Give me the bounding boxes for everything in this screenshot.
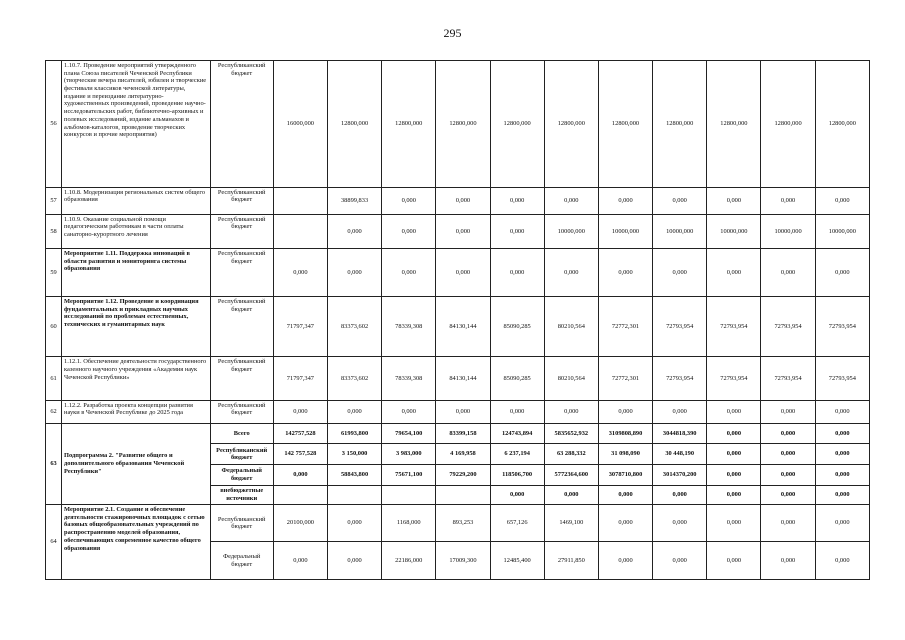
value-cell: 63 288,332 bbox=[544, 444, 598, 465]
value-cell: 0,000 bbox=[436, 249, 490, 297]
value-cell: 0,000 bbox=[490, 485, 544, 504]
value-cell: 72793,954 bbox=[761, 357, 815, 401]
value-cell: 0,000 bbox=[707, 400, 761, 423]
value-cell: 6 237,194 bbox=[490, 444, 544, 465]
value-cell: 1469,100 bbox=[544, 505, 598, 542]
value-cell: 0,000 bbox=[598, 187, 652, 214]
value-cell: 79654,100 bbox=[382, 423, 436, 444]
funding-source: Республиканский бюджет bbox=[210, 400, 273, 423]
value-cell: 0,000 bbox=[815, 444, 869, 465]
value-cell: 0,000 bbox=[327, 249, 381, 297]
value-cell: 71797,347 bbox=[273, 296, 327, 356]
value-cell: 0,000 bbox=[490, 400, 544, 423]
value-cell: 3109808,890 bbox=[598, 423, 652, 444]
value-cell: 0,000 bbox=[761, 444, 815, 465]
table-row bbox=[46, 400, 870, 423]
row-number: 63 bbox=[46, 423, 62, 504]
value-cell: 0,000 bbox=[273, 400, 327, 423]
value-cell: 0,000 bbox=[707, 423, 761, 444]
value-cell: 0,000 bbox=[815, 249, 869, 297]
row-number: 59 bbox=[46, 249, 62, 297]
funding-source: Республиканский бюджет bbox=[210, 296, 273, 356]
value-cell: 118506,700 bbox=[490, 465, 544, 486]
value-cell: 0,000 bbox=[327, 505, 381, 542]
value-cell: 0,000 bbox=[707, 505, 761, 542]
value-cell: 0,000 bbox=[598, 400, 652, 423]
value-cell: 72772,301 bbox=[598, 296, 652, 356]
value-cell: 58843,800 bbox=[327, 465, 381, 486]
row-number: 56 bbox=[46, 61, 62, 188]
table-row bbox=[46, 505, 870, 542]
value-cell: 80210,564 bbox=[544, 296, 598, 356]
value-cell: 0,000 bbox=[382, 214, 436, 248]
value-cell: 10000,000 bbox=[761, 214, 815, 248]
value-cell: 0,000 bbox=[761, 465, 815, 486]
value-cell bbox=[273, 485, 327, 504]
value-cell: 12800,000 bbox=[382, 61, 436, 188]
value-cell: 10000,000 bbox=[707, 214, 761, 248]
value-cell: 0,000 bbox=[327, 214, 381, 248]
funding-source: Республиканский бюджет bbox=[210, 357, 273, 401]
value-cell: 0,000 bbox=[653, 505, 707, 542]
value-cell: 12800,000 bbox=[815, 61, 869, 188]
value-cell: 79229,200 bbox=[436, 465, 490, 486]
row-number: 58 bbox=[46, 214, 62, 248]
value-cell: 72793,954 bbox=[707, 296, 761, 356]
value-cell: 12800,000 bbox=[327, 61, 381, 188]
value-cell: 84130,144 bbox=[436, 357, 490, 401]
value-cell: 4 169,958 bbox=[436, 444, 490, 465]
value-cell: 78339,308 bbox=[382, 357, 436, 401]
value-cell: 142 757,528 bbox=[273, 444, 327, 465]
value-cell: 85090,285 bbox=[490, 296, 544, 356]
value-cell: 16000,000 bbox=[273, 61, 327, 188]
value-cell: 0,000 bbox=[815, 505, 869, 542]
value-cell: 10000,000 bbox=[815, 214, 869, 248]
value-cell: 72793,954 bbox=[707, 357, 761, 401]
value-cell: 0,000 bbox=[815, 187, 869, 214]
value-cell bbox=[436, 485, 490, 504]
value-cell: 0,000 bbox=[761, 187, 815, 214]
value-cell: 10000,000 bbox=[544, 214, 598, 248]
value-cell: 72793,954 bbox=[815, 357, 869, 401]
funding-source: внебюджетные источники bbox=[210, 485, 273, 504]
value-cell: 0,000 bbox=[544, 187, 598, 214]
table-row bbox=[46, 214, 870, 248]
value-cell: 0,000 bbox=[598, 542, 652, 580]
value-cell: 72793,954 bbox=[815, 296, 869, 356]
value-cell: 12485,400 bbox=[490, 542, 544, 580]
value-cell: 0,000 bbox=[544, 249, 598, 297]
value-cell bbox=[273, 214, 327, 248]
table-row bbox=[46, 423, 870, 444]
value-cell: 0,000 bbox=[815, 542, 869, 580]
value-cell: 12800,000 bbox=[436, 61, 490, 188]
value-cell: 142757,528 bbox=[273, 423, 327, 444]
value-cell: 12800,000 bbox=[761, 61, 815, 188]
funding-source: Республиканский бюджет bbox=[210, 61, 273, 188]
value-cell: 0,000 bbox=[653, 485, 707, 504]
value-cell: 72793,954 bbox=[653, 296, 707, 356]
value-cell: 3 150,000 bbox=[327, 444, 381, 465]
value-cell: 0,000 bbox=[327, 400, 381, 423]
value-cell: 0,000 bbox=[382, 249, 436, 297]
value-cell: 0,000 bbox=[707, 485, 761, 504]
row-description: 1.10.7. Проведение мероприятий утвержденного плана Союза писателей Чеченской Республики (творческие вечера писателей, юбилеи и творческие фестивали классиков чеченской литературы, издание и переиздание литературно-художественных произведений, проведение научно-исследовательских работ, библиотечно-архивных и полевых исследований, издание альманахов и альбомов-каталогов, проведение творческих конкурсов и прочие мероприятия) bbox=[62, 61, 211, 188]
value-cell: 0,000 bbox=[436, 187, 490, 214]
value-cell: 0,000 bbox=[327, 542, 381, 580]
value-cell: 71797,347 bbox=[273, 357, 327, 401]
value-cell: 0,000 bbox=[653, 542, 707, 580]
value-cell: 0,000 bbox=[653, 187, 707, 214]
value-cell: 0,000 bbox=[382, 400, 436, 423]
row-number: 57 bbox=[46, 187, 62, 214]
value-cell: 0,000 bbox=[815, 465, 869, 486]
value-cell: 0,000 bbox=[544, 400, 598, 423]
value-cell: 20100,000 bbox=[273, 505, 327, 542]
value-cell: 0,000 bbox=[761, 400, 815, 423]
value-cell: 0,000 bbox=[815, 423, 869, 444]
value-cell: 3078710,800 bbox=[598, 465, 652, 486]
value-cell: 0,000 bbox=[490, 214, 544, 248]
value-cell: 12800,000 bbox=[707, 61, 761, 188]
value-cell: 83373,602 bbox=[327, 357, 381, 401]
value-cell: 0,000 bbox=[273, 249, 327, 297]
value-cell: 22186,000 bbox=[382, 542, 436, 580]
measure-title: Мероприятие 2.1. Создание и обеспечение деятельности стажировочных площадок с сетью базовых общеобразовательных учреждений по распространению моделей образования, обеспечивающих современное качество общего образования bbox=[62, 505, 211, 580]
value-cell: 83399,158 bbox=[436, 423, 490, 444]
row-description: 1.10.8. Модернизация региональных систем общего образования bbox=[62, 187, 211, 214]
value-cell: 10000,000 bbox=[598, 214, 652, 248]
table-row bbox=[46, 249, 870, 297]
value-cell: 0,000 bbox=[761, 542, 815, 580]
table-body bbox=[46, 61, 870, 580]
value-cell: 12800,000 bbox=[598, 61, 652, 188]
value-cell: 0,000 bbox=[382, 187, 436, 214]
value-cell: 30 448,190 bbox=[653, 444, 707, 465]
value-cell: 0,000 bbox=[761, 485, 815, 504]
value-cell: 657,126 bbox=[490, 505, 544, 542]
funding-source: Федеральный бюджет bbox=[210, 542, 273, 580]
row-number: 62 bbox=[46, 400, 62, 423]
value-cell: 0,000 bbox=[761, 423, 815, 444]
value-cell: 124743,894 bbox=[490, 423, 544, 444]
row-number: 60 bbox=[46, 296, 62, 356]
value-cell: 38899,833 bbox=[327, 187, 381, 214]
value-cell: 5772364,600 bbox=[544, 465, 598, 486]
value-cell: 83373,602 bbox=[327, 296, 381, 356]
funding-source: Федеральный бюджет bbox=[210, 465, 273, 486]
value-cell: 80210,564 bbox=[544, 357, 598, 401]
funding-source: Республиканский бюджет bbox=[210, 214, 273, 248]
value-cell: 5835652,932 bbox=[544, 423, 598, 444]
value-cell: 0,000 bbox=[815, 400, 869, 423]
value-cell: 0,000 bbox=[436, 214, 490, 248]
budget-table bbox=[45, 60, 870, 580]
value-cell bbox=[327, 485, 381, 504]
value-cell: 78339,308 bbox=[382, 296, 436, 356]
value-cell bbox=[382, 485, 436, 504]
row-description: 1.12.2. Разработка проекта концепции развития науки в Чеченской Республике до 2025 года bbox=[62, 400, 211, 423]
value-cell: 72772,301 bbox=[598, 357, 652, 401]
value-cell: 12800,000 bbox=[490, 61, 544, 188]
value-cell: 3 983,000 bbox=[382, 444, 436, 465]
value-cell: 0,000 bbox=[598, 505, 652, 542]
value-cell: 0,000 bbox=[815, 485, 869, 504]
value-cell: 0,000 bbox=[761, 505, 815, 542]
row-number: 61 bbox=[46, 357, 62, 401]
row-description: Мероприятие 1.11. Поддержка инноваций в области развития и мониторинга системы образования bbox=[62, 249, 211, 297]
value-cell: 0,000 bbox=[273, 465, 327, 486]
value-cell: 0,000 bbox=[653, 400, 707, 423]
value-cell: 0,000 bbox=[436, 400, 490, 423]
table-row bbox=[46, 357, 870, 401]
table-row bbox=[46, 61, 870, 188]
funding-source: Республиканский бюджет bbox=[210, 444, 273, 465]
funding-source: Республиканский бюджет bbox=[210, 505, 273, 542]
value-cell: 0,000 bbox=[490, 249, 544, 297]
value-cell: 85090,285 bbox=[490, 357, 544, 401]
value-cell: 72793,954 bbox=[761, 296, 815, 356]
value-cell: 12800,000 bbox=[544, 61, 598, 188]
row-description: 1.12.1. Обеспечение деятельности государственного казенного научного учреждения «Академия наук Чеченской Республики» bbox=[62, 357, 211, 401]
value-cell: 31 098,090 bbox=[598, 444, 652, 465]
value-cell: 61993,800 bbox=[327, 423, 381, 444]
funding-source: Республиканский бюджет bbox=[210, 187, 273, 214]
value-cell: 84130,144 bbox=[436, 296, 490, 356]
page-number: 295 bbox=[443, 26, 462, 40]
funding-source: Всего bbox=[210, 423, 273, 444]
value-cell: 0,000 bbox=[490, 187, 544, 214]
value-cell: 0,000 bbox=[707, 249, 761, 297]
value-cell: 0,000 bbox=[707, 465, 761, 486]
value-cell: 0,000 bbox=[653, 249, 707, 297]
value-cell: 27911,850 bbox=[544, 542, 598, 580]
value-cell: 3014370,200 bbox=[653, 465, 707, 486]
value-cell: 12800,000 bbox=[653, 61, 707, 188]
value-cell: 0,000 bbox=[544, 485, 598, 504]
table-row bbox=[46, 296, 870, 356]
subprogram-title: Подпрограмма 2. "Развитие общего и дополнительного образования Чеченской Республики" bbox=[62, 423, 211, 504]
value-cell: 75671,100 bbox=[382, 465, 436, 486]
row-number: 64 bbox=[46, 505, 62, 580]
value-cell: 3044818,390 bbox=[653, 423, 707, 444]
row-description: Мероприятие 1.12. Проведение и координация фундаментальных и прикладных научных исследований по проблемам естественных, технических и гуманитарных наук bbox=[62, 296, 211, 356]
value-cell: 0,000 bbox=[707, 444, 761, 465]
value-cell: 0,000 bbox=[598, 249, 652, 297]
value-cell: 893,253 bbox=[436, 505, 490, 542]
funding-source: Республиканский бюджет bbox=[210, 249, 273, 297]
value-cell: 0,000 bbox=[707, 542, 761, 580]
value-cell: 0,000 bbox=[761, 249, 815, 297]
row-description: 1.10.9. Оказание социальной помощи педагогическим работникам в части оплаты санаторно-курортного лечения bbox=[62, 214, 211, 248]
table-row bbox=[46, 187, 870, 214]
value-cell: 0,000 bbox=[273, 542, 327, 580]
value-cell: 17009,300 bbox=[436, 542, 490, 580]
value-cell: 72793,954 bbox=[653, 357, 707, 401]
value-cell: 1168,000 bbox=[382, 505, 436, 542]
value-cell: 0,000 bbox=[707, 187, 761, 214]
value-cell: 10000,000 bbox=[653, 214, 707, 248]
value-cell bbox=[273, 187, 327, 214]
value-cell: 0,000 bbox=[598, 485, 652, 504]
